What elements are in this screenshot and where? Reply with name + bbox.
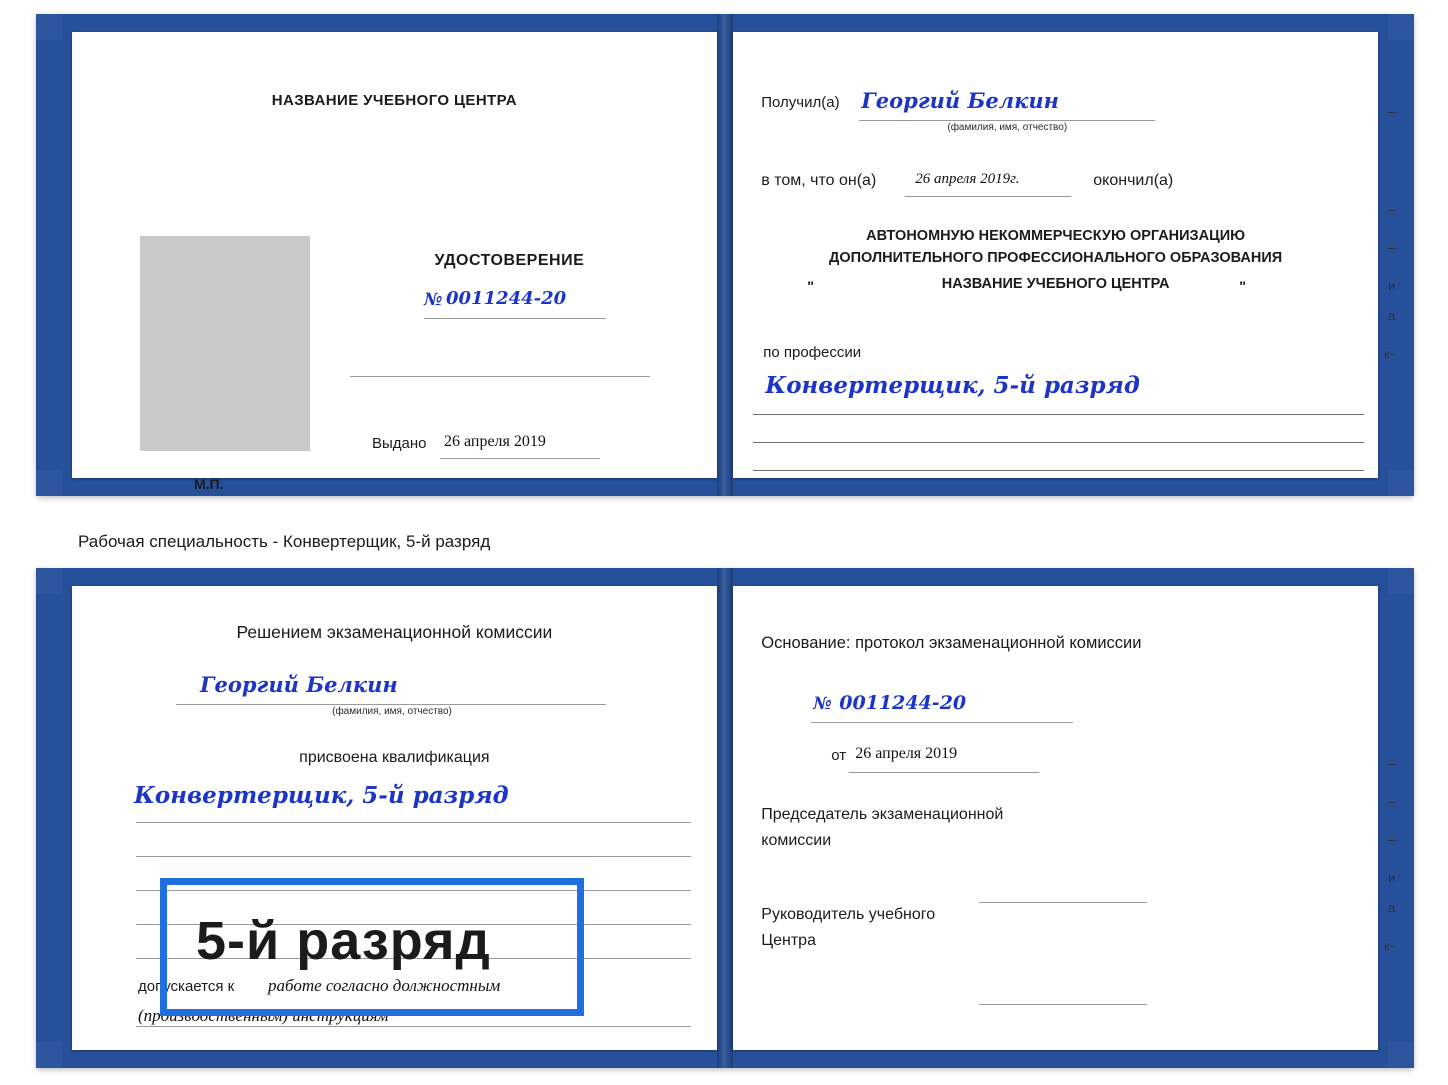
issued-label: Выдано [372, 435, 427, 452]
certificate-number-value: 0011244-20 [446, 288, 567, 309]
booklet-bottom-stub [1378, 588, 1412, 1048]
photo-placeholder [140, 236, 310, 451]
booklet-top-stub [1378, 34, 1412, 476]
page-caption: Рабочая специальность - Конвертерщик, 5-й разряд [78, 532, 491, 551]
profession-line-3 [753, 470, 1364, 471]
qualification-value: Конвертерщик, 5-й разряд [134, 782, 509, 809]
head-line-1: Руководитель учебного [761, 906, 936, 923]
stub2-char-3: и [1388, 870, 1396, 885]
organization-line-2: ДОПОЛНИТЕЛЬНОГО ПРОФЕССИОНАЛЬНОГО ОБРАЗОВАНИЯ [829, 250, 1283, 266]
certificate-number-symbol: № [424, 290, 443, 310]
profession-line-2 [753, 442, 1364, 443]
stub-char-0: – [1388, 104, 1396, 119]
stamp-place-label: М.П. [194, 476, 224, 492]
from-label: от [831, 747, 847, 764]
fold-corner-top-left [36, 14, 62, 40]
organization-line-1: АВТОНОМНУЮ НЕКОММЕРЧЕСКУЮ ОРГАНИЗАЦИЮ [866, 228, 1246, 244]
chairman-line-2: комиссии [761, 832, 832, 849]
protocol-number-underline [811, 722, 1073, 723]
completion-date-value: 26 апреля 2019г. [915, 171, 1020, 187]
certificate-number-underline [424, 318, 606, 319]
head-line-2: Центра [761, 932, 816, 949]
profession-line-1 [753, 414, 1364, 415]
allowed-label: допускается к [138, 978, 235, 995]
issued-value: 26 апреля 2019 [444, 433, 546, 450]
that-he-label: в том, что он(а) [761, 172, 877, 189]
qualification-label: присвоена квалификация [299, 749, 490, 766]
highlight-label: 5-й разряд [196, 911, 491, 971]
recipient-name-underline [176, 704, 606, 705]
chairman-signature-line [979, 902, 1147, 903]
organization-quote-open: " [807, 278, 814, 294]
finished-label: окончил(а) [1093, 172, 1174, 189]
from-value: 26 апреля 2019 [855, 745, 958, 762]
fio-hint: (фамилия, имя, отчество) [947, 122, 1068, 133]
completion-date-underline [905, 196, 1071, 197]
stub2-char-5: к- [1384, 938, 1395, 953]
document-title: УДОСТОВЕРЕНИЕ [434, 252, 585, 269]
received-underline [859, 120, 1155, 121]
stub-char-2: – [1388, 240, 1396, 255]
booklet-top-right-page [733, 32, 1378, 478]
fold-corner-bottom-left-2 [36, 1042, 62, 1068]
fio-hint-2: (фамилия, имя, отчество) [332, 706, 452, 717]
stub-char-5: к- [1384, 346, 1395, 361]
stub-char-1: – [1388, 202, 1396, 217]
recipient-name-value: Георгий Белкин [200, 672, 398, 697]
profession-label: по профессии [763, 344, 862, 361]
allowed-value-line2: (производственным) инструкциям [138, 1006, 389, 1025]
stub2-char-4: а [1388, 900, 1396, 915]
chairman-line-1: Председатель экзаменационной [761, 806, 1004, 823]
protocol-number-value: 0011244-20 [839, 692, 967, 714]
received-value: Георгий Белкин [861, 88, 1059, 113]
head-signature-line [979, 1004, 1147, 1005]
organization-quote-close: " [1239, 278, 1246, 294]
protocol-number-symbol: № [813, 694, 832, 714]
organization-name: НАЗВАНИЕ УЧЕБНОГО ЦЕНТРА [941, 276, 1170, 292]
booklet-top-left-page [72, 32, 717, 492]
certificate-booklet-top [36, 14, 1414, 496]
stub2-char-1: – [1388, 794, 1396, 809]
booklet-bottom-right-page [733, 586, 1378, 1050]
profession-value: Конвертерщик, 5-й разряд [765, 372, 1140, 399]
allowed-value-line1: работе согласно должностным [268, 976, 501, 995]
fold-corner-bottom-left [36, 470, 62, 496]
stub-char-4: а [1388, 308, 1396, 323]
training-center-heading: НАЗВАНИЕ УЧЕБНОГО ЦЕНТРА [271, 92, 517, 109]
blank-line-1 [350, 376, 650, 377]
stub2-char-2: – [1388, 832, 1396, 847]
qual-line-6 [136, 1026, 691, 1027]
stub-char-3: и [1388, 278, 1396, 293]
from-underline [849, 772, 1039, 773]
commission-heading: Решением экзаменационной комиссии [236, 622, 553, 642]
qual-line-1 [136, 822, 691, 823]
received-label: Получил(а) [761, 94, 840, 111]
stub2-char-0: – [1388, 756, 1396, 771]
issued-underline [440, 458, 600, 459]
basis-label: Основание: протокол экзаменационной комиссии [761, 634, 1142, 652]
qual-line-2 [136, 856, 691, 857]
fold-corner-top-left-2 [36, 568, 62, 594]
